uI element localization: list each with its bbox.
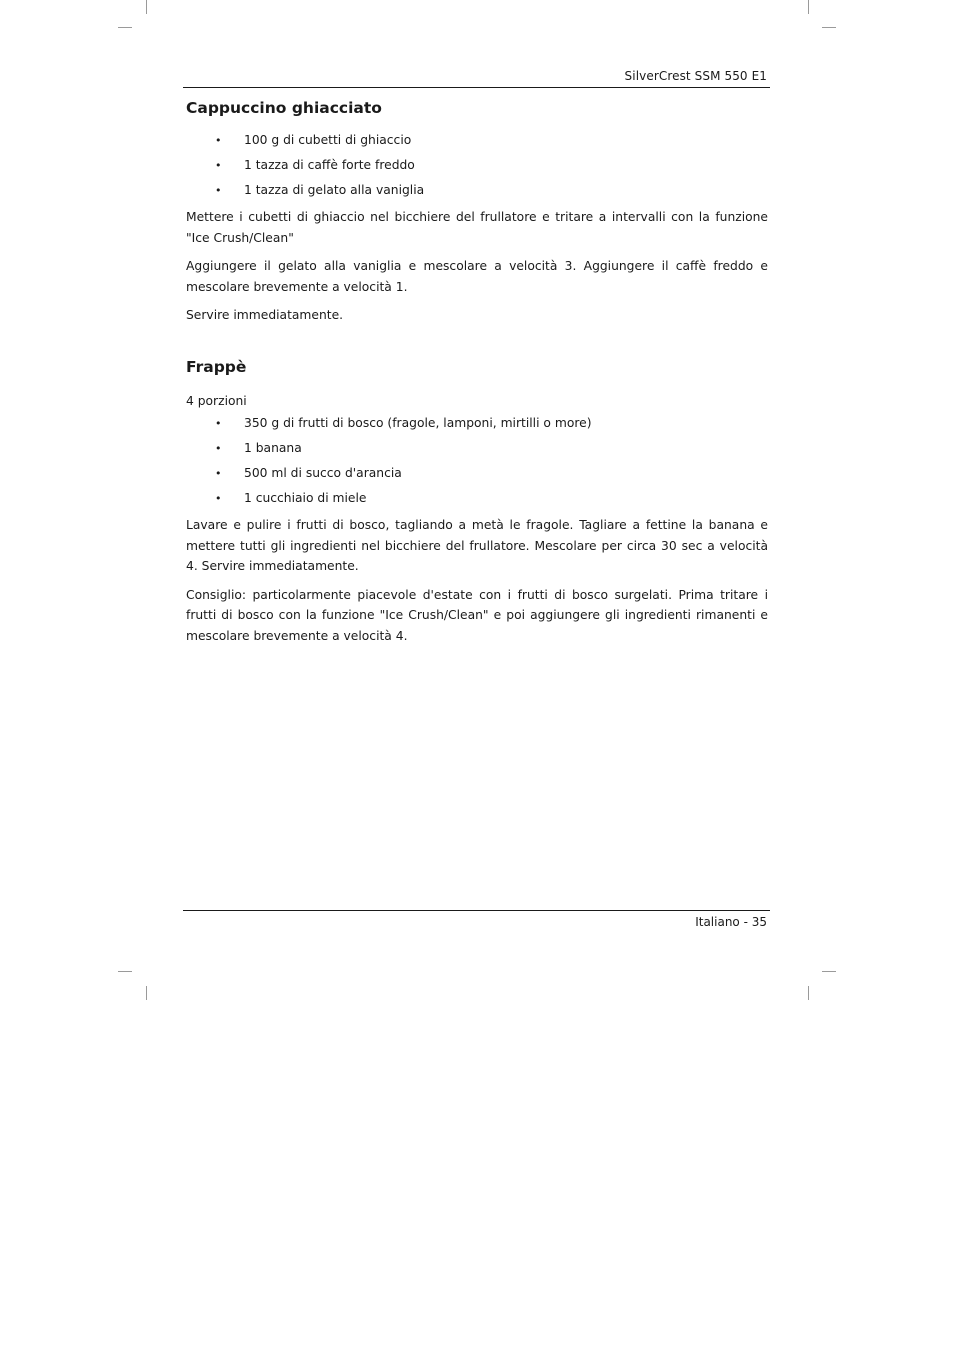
bullet-icon: • — [215, 159, 222, 172]
recipe-step: Servire immediatamente. — [186, 308, 344, 322]
recipe-tip: Consiglio: particolarmente piacevole d'estate con i frutti di bosco surgelati. Prima tritare i frutti di bosco con la funzione "Ice Crush/Clean" e poi aggiungere gli ingredienti rimanenti e mescolare brevemente a velocità 4. — [186, 587, 768, 643]
bullet-icon: • — [215, 442, 222, 455]
page-content — [186, 97, 768, 654]
page-number: Italiano - 35 — [695, 915, 767, 929]
ingredient-item: • 100 g di cubetti di ghiaccio — [215, 133, 412, 147]
recipe-title: Frappè — [186, 357, 247, 376]
recipe-title: Cappuccino ghiacciato — [186, 99, 382, 117]
ingredient-item: • 1 tazza di gelato alla vaniglia — [215, 183, 425, 197]
ingredient-item: • 1 banana — [215, 441, 302, 455]
footer-rule — [183, 910, 770, 911]
ingredient-item: • 350 g di frutti di bosco (fragole, lamponi, mirtilli o more) — [215, 416, 592, 430]
crop-mark-top-left-horizontal — [118, 27, 132, 28]
crop-mark-top-left-vertical — [146, 0, 147, 14]
bullet-icon: • — [215, 184, 222, 197]
recipe-step: Aggiungere il gelato alla vaniglia e mescolare a velocità 3. Aggiungere il caffè freddo e mescolare brevemente a velocità 1. — [186, 259, 768, 294]
crop-mark-top-right-vertical — [808, 0, 809, 14]
bullet-icon: • — [215, 492, 222, 505]
bullet-icon: • — [215, 417, 222, 430]
running-header: SilverCrest SSM 550 E1 — [624, 69, 767, 83]
ingredient-item: • 500 ml di succo d'arancia — [215, 466, 402, 480]
ingredient-item: • 1 tazza di caffè forte freddo — [215, 158, 415, 172]
crop-mark-bottom-left-vertical — [146, 986, 147, 1000]
ingredient-list — [186, 415, 768, 507]
bullet-icon: • — [215, 134, 222, 147]
header-rule — [183, 87, 770, 88]
recipe-portions: 4 porzioni — [186, 393, 247, 408]
bullet-icon: • — [215, 467, 222, 480]
recipe-step: Lavare e pulire i frutti di bosco, tagliando a metà le fragole. Tagliare a fettine la banana e mettere tutti gli ingredienti nel bicchiere del frullatore. Mescolare per circa 30 sec a velocità 4. Servire immediatamente. — [186, 518, 768, 573]
crop-mark-bottom-right-horizontal — [822, 971, 836, 972]
crop-mark-top-right-horizontal — [822, 27, 836, 28]
recipe-cappuccino-ghiacciato — [186, 97, 768, 326]
crop-mark-bottom-left-horizontal — [118, 971, 132, 972]
recipe-frappe — [186, 356, 768, 647]
crop-mark-bottom-right-vertical — [808, 986, 809, 1000]
ingredient-list — [186, 132, 768, 199]
ingredient-item: • 1 cucchiaio di miele — [215, 491, 367, 505]
recipe-step: Mettere i cubetti di ghiaccio nel bicchiere del frullatore e tritare a intervalli con la funzione "Ice Crush/Clean" — [186, 210, 768, 245]
